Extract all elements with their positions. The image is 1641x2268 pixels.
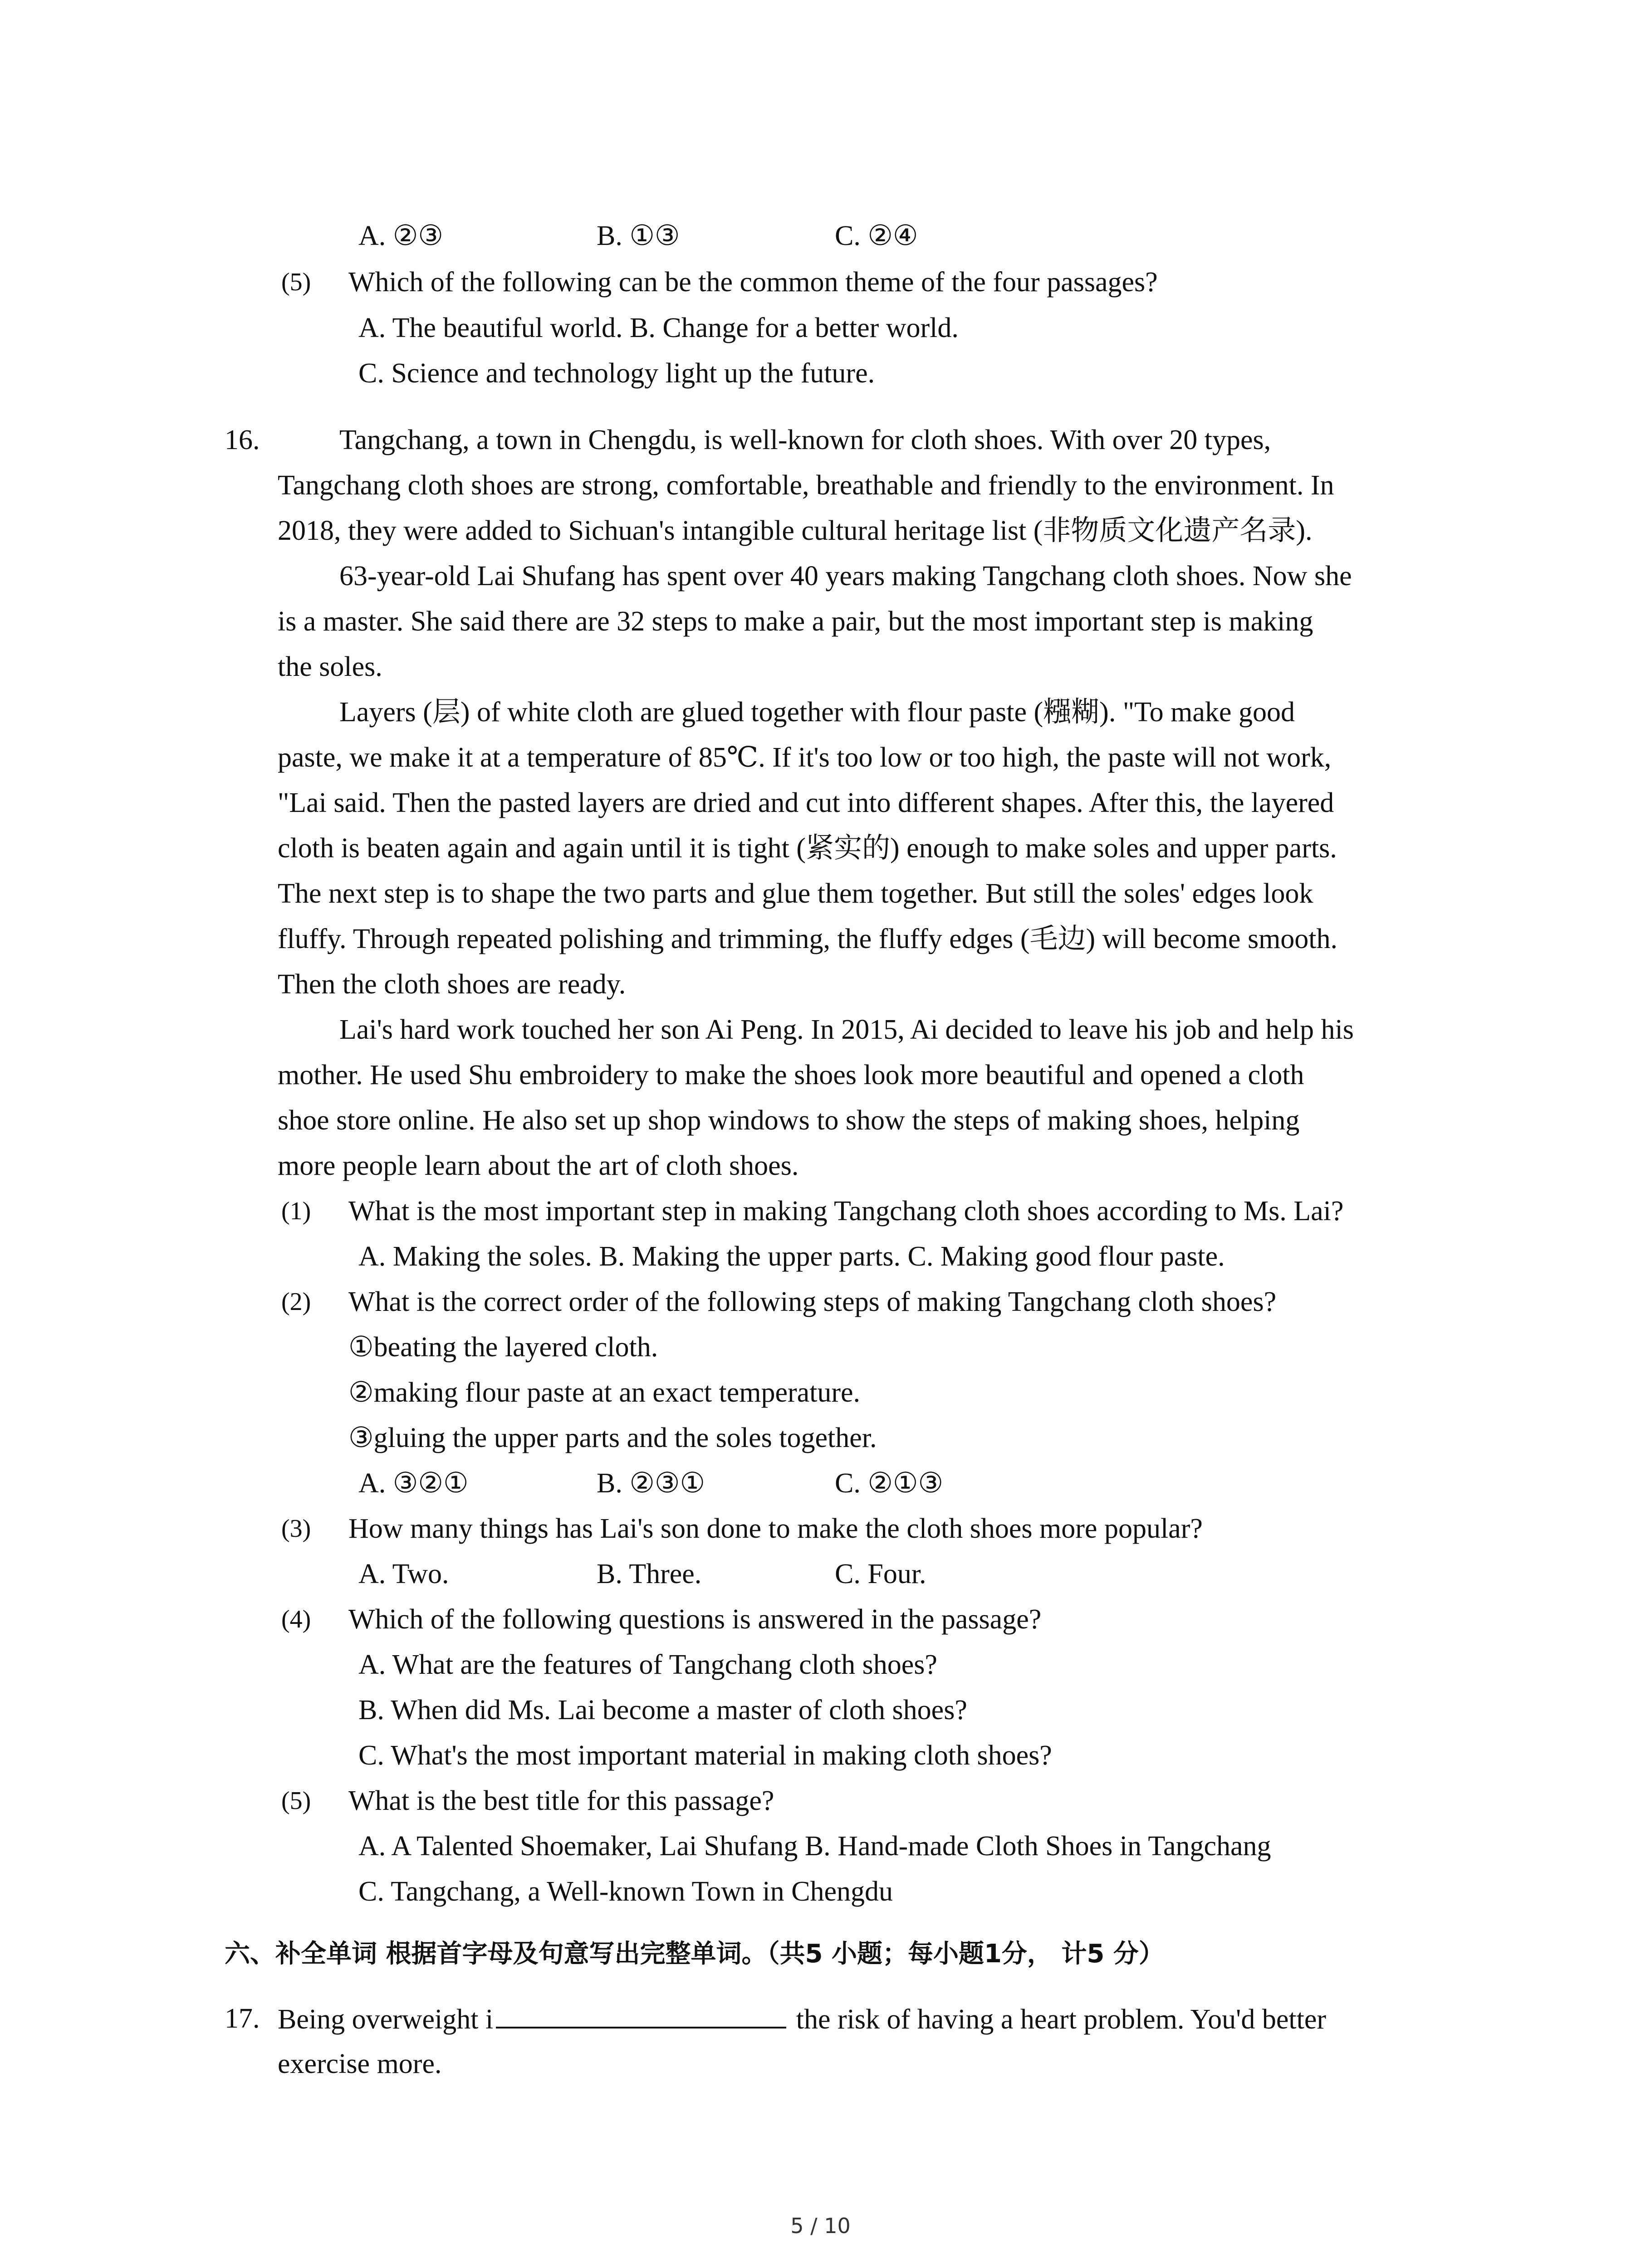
passage-line: Layers (层) of white cloth are glued together with flour paste (糨糊). "To make good [339, 697, 1295, 728]
q15-5-stem: Which of the following can be the common theme of the four passages? [348, 267, 1158, 298]
q16-2-step: ②making flour paste at an exact temperature. [348, 1377, 861, 1408]
passage-line: paste, we make it at a temperature of 85℃. If it's too low or too high, the paste will not work, [278, 742, 1332, 773]
q16-5-options-ab: A. A Talented Shoemaker, Lai Shufang B. Hand-made Cloth Shoes in Tangchang [358, 1831, 1271, 1862]
q16-4-option: C. What's the most important material in making cloth shoes? [358, 1740, 1052, 1771]
q16-2-number: (2) [281, 1288, 311, 1316]
q16-5-option-c: C. Tangchang, a Well-known Town in Chengdu [358, 1876, 893, 1907]
q15-5-option-c: C. Science and technology light up the future. [358, 358, 875, 389]
q16-2-step: ③gluing the upper parts and the soles together. [348, 1422, 877, 1453]
q16-1-stem: What is the most important step in making Tangchang cloth shoes according to Ms. Lai? [348, 1196, 1344, 1227]
q15-4-option-c: C. ②④ [835, 220, 918, 251]
q17-text-before: Being overweight i [278, 2004, 494, 2035]
q15-5-options-ab: A. The beautiful world. B. Change for a better world. [358, 313, 959, 343]
q16-5-stem: What is the best title for this passage? [348, 1785, 774, 1816]
passage-line: 63-year-old Lai Shufang has spent over 40 years making Tangchang cloth shoes. Now she [339, 561, 1352, 591]
q16-4-option: B. When did Ms. Lai become a master of cloth shoes? [358, 1695, 967, 1725]
passage-line: mother. He used Shu embroidery to make the shoes look more beautiful and opened a cloth [278, 1060, 1304, 1090]
passage-line: The next step is to shape the two parts and glue them together. But still the soles' edges look [278, 878, 1313, 909]
q16-2-step: ①beating the layered cloth. [348, 1332, 658, 1363]
q16-3-option-a: A. Two. [358, 1559, 449, 1589]
q16-1-number: (1) [281, 1197, 311, 1225]
q16-4-option: A. What are the features of Tangchang cloth shoes? [358, 1649, 937, 1680]
section-heading: 六、补全单词 根据首字母及句意写出完整单词。（共5 小题；每小题1分， 计5 分） [225, 1939, 1164, 1969]
q17-text-after: the risk of having a heart problem. You'd better [789, 2004, 1326, 2035]
q16-3-number: (3) [281, 1515, 311, 1543]
q17-answer-blank[interactable] [496, 2000, 786, 2028]
q16-2-option-c: C. ②①③ [835, 1468, 944, 1499]
q17-sentence [278, 2000, 1326, 2038]
q16-3-option-b: B. Three. [597, 1559, 702, 1589]
q16-2-stem: What is the correct order of the following steps of making Tangchang cloth shoes? [348, 1286, 1277, 1317]
q16-2-option-b: B. ②③① [597, 1468, 705, 1499]
q16-4-stem: Which of the following questions is answered in the passage? [348, 1604, 1042, 1635]
q16-5-number: (5) [281, 1787, 311, 1815]
q16-1-options: A. Making the soles. B. Making the upper parts. C. Making good flour paste. [358, 1241, 1225, 1272]
q15-4-option-a: A. ②③ [358, 220, 443, 251]
passage-line: fluffy. Through repeated polishing and trimming, the fluffy edges (毛边) will become smooth. [278, 924, 1338, 954]
passage-line: shoe store online. He also set up shop windows to show the steps of making shoes, helping [278, 1105, 1300, 1136]
passage-line: Tangchang, a town in Chengdu, is well-known for cloth shoes. With over 20 types, [339, 425, 1271, 455]
passage-line: cloth is beaten again and again until it is tight (紧实的) enough to make soles and upper parts. [278, 833, 1337, 864]
passage-line: more people learn about the art of cloth shoes. [278, 1150, 799, 1181]
q16-3-stem: How many things has Lai's son done to make the cloth shoes more popular? [348, 1513, 1203, 1544]
passage-line: the soles. [278, 651, 382, 682]
q16-3-option-c: C. Four. [835, 1559, 926, 1589]
q15-5-number: (5) [281, 268, 311, 296]
passage-line: Then the cloth shoes are ready. [278, 969, 626, 1000]
passage-line: is a master. She said there are 32 steps to make a pair, but the most important step is making [278, 606, 1313, 637]
passage-line: Tangchang cloth shoes are strong, comfortable, breathable and friendly to the environment. In [278, 470, 1334, 501]
q15-4-option-b: B. ①③ [597, 220, 680, 251]
q17-number: 17. [225, 2003, 260, 2034]
passage-line: Lai's hard work touched her son Ai Peng. In 2015, Ai decided to leave his job and help his [339, 1014, 1354, 1045]
q16-4-number: (4) [281, 1605, 311, 1633]
passage-line: "Lai said. Then the pasted layers are dried and cut into different shapes. After this, the layered [278, 787, 1334, 818]
page-number: 5 / 10 [790, 2214, 851, 2238]
passage-line: 2018, they were added to Sichuan's intangible cultural heritage list (非物质文化遗产名录). [278, 515, 1313, 546]
q16-number: 16. [225, 425, 260, 455]
q16-2-option-a: A. ③②① [358, 1468, 469, 1499]
q17-sentence-line2: exercise more. [278, 2048, 442, 2079]
